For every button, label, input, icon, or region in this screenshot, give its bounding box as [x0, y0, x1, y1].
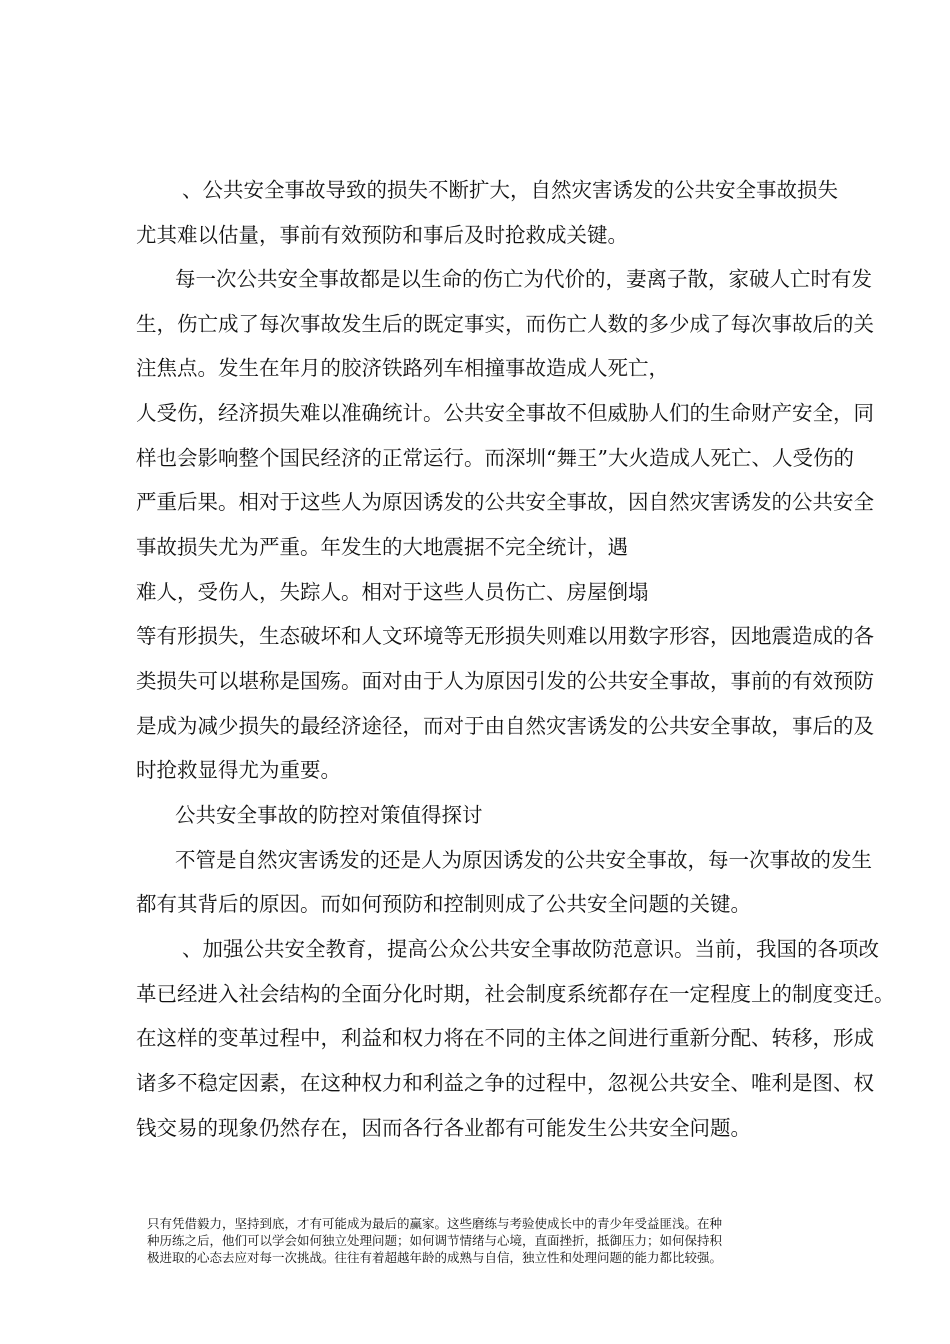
paragraph-line: 等有形损失，生态破坏和人文环境等无形损失则难以用数字形容，因地震造成的各: [136, 624, 874, 648]
paragraph-line: 在这样的变革过程中，利益和权力将在不同的主体之间进行重新分配、转移，形成: [136, 1026, 874, 1050]
paragraph-line: 时抢救显得尤为重要。: [136, 758, 341, 782]
paragraph-line: 样也会影响整个国民经济的正常运行。而深圳“舞王”大火造成人死亡、人受伤的: [136, 446, 854, 470]
paragraph-line: 尤其难以估量，事前有效预防和事后及时抢救成关键。: [136, 223, 628, 247]
paragraph-line: 难人，受伤人，失踪人。相对于这些人员伤亡、房屋倒塌: [136, 580, 649, 604]
footer-text-line: 种历练之后，他们可以学会如何独立处理问题；如何调节情绪与心境，直面挫折，抵御压力；如何保持积: [147, 1233, 723, 1248]
paragraph-line: 革已经进入社会结构的全面分化时期，社会制度系统都存在一定程度上的制度变迁。: [136, 982, 895, 1006]
footer-text-line: 只有凭借毅力，坚持到底，才有可能成为最后的赢家。这些磨练与考验使成长中的青少年受益匪浅。在种: [147, 1216, 723, 1231]
paragraph-line: 生，伤亡成了每次事故发生后的既定事实，而伤亡人数的多少成了每次事故后的关: [136, 312, 874, 336]
paragraph-line: 都有其背后的原因。而如何预防和控制则成了公共安全问题的关键。: [136, 892, 751, 916]
paragraph-line: 、加强公共安全教育，提高公众公共安全事故防范意识。当前，我国的各项改: [182, 937, 879, 961]
paragraph-line: 严重后果。相对于这些人为原因诱发的公共安全事故，因自然灾害诱发的公共安全: [136, 490, 874, 514]
paragraph-line: 钱交易的现象仍然存在，因而各行各业都有可能发生公共安全问题。: [136, 1116, 751, 1140]
paragraph-line: 、公共安全事故导致的损失不断扩大，自然灾害诱发的公共安全事故损失: [182, 178, 838, 202]
paragraph-line: 注焦点。发生在年月的胶济铁路列车相撞事故造成人死亡，: [136, 356, 669, 380]
paragraph-line: 诸多不稳定因素，在这种权力和利益之争的过程中，忽视公共安全、唯利是图、权: [136, 1071, 874, 1095]
paragraph-line: 人受伤，经济损失难以准确统计。公共安全事故不但威胁人们的生命财产安全，同: [136, 401, 874, 425]
paragraph-line: 类损失可以堪称是国殇。面对由于人为原因引发的公共安全事故，事前的有效预防: [136, 669, 874, 693]
paragraph-line: 事故损失尤为严重。年发生的大地震据不完全统计，遇: [136, 535, 628, 559]
footer-text-line: 极进取的心态去应对每一次挑战。往往有着超越年龄的成熟与自信，独立性和处理问题的能力都比较强。: [147, 1250, 723, 1265]
paragraph-line: 是成为减少损失的最经济途径，而对于由自然灾害诱发的公共安全事故，事后的及: [136, 714, 874, 738]
paragraph-line: 不管是自然灾害诱发的还是人为原因诱发的公共安全事故，每一次事故的发生: [175, 848, 872, 872]
paragraph-line: 每一次公共安全事故都是以生命的伤亡为代价的，妻离子散，家破人亡时有发: [175, 267, 872, 291]
section-heading: 公共安全事故的防控对策值得探讨: [175, 803, 483, 827]
